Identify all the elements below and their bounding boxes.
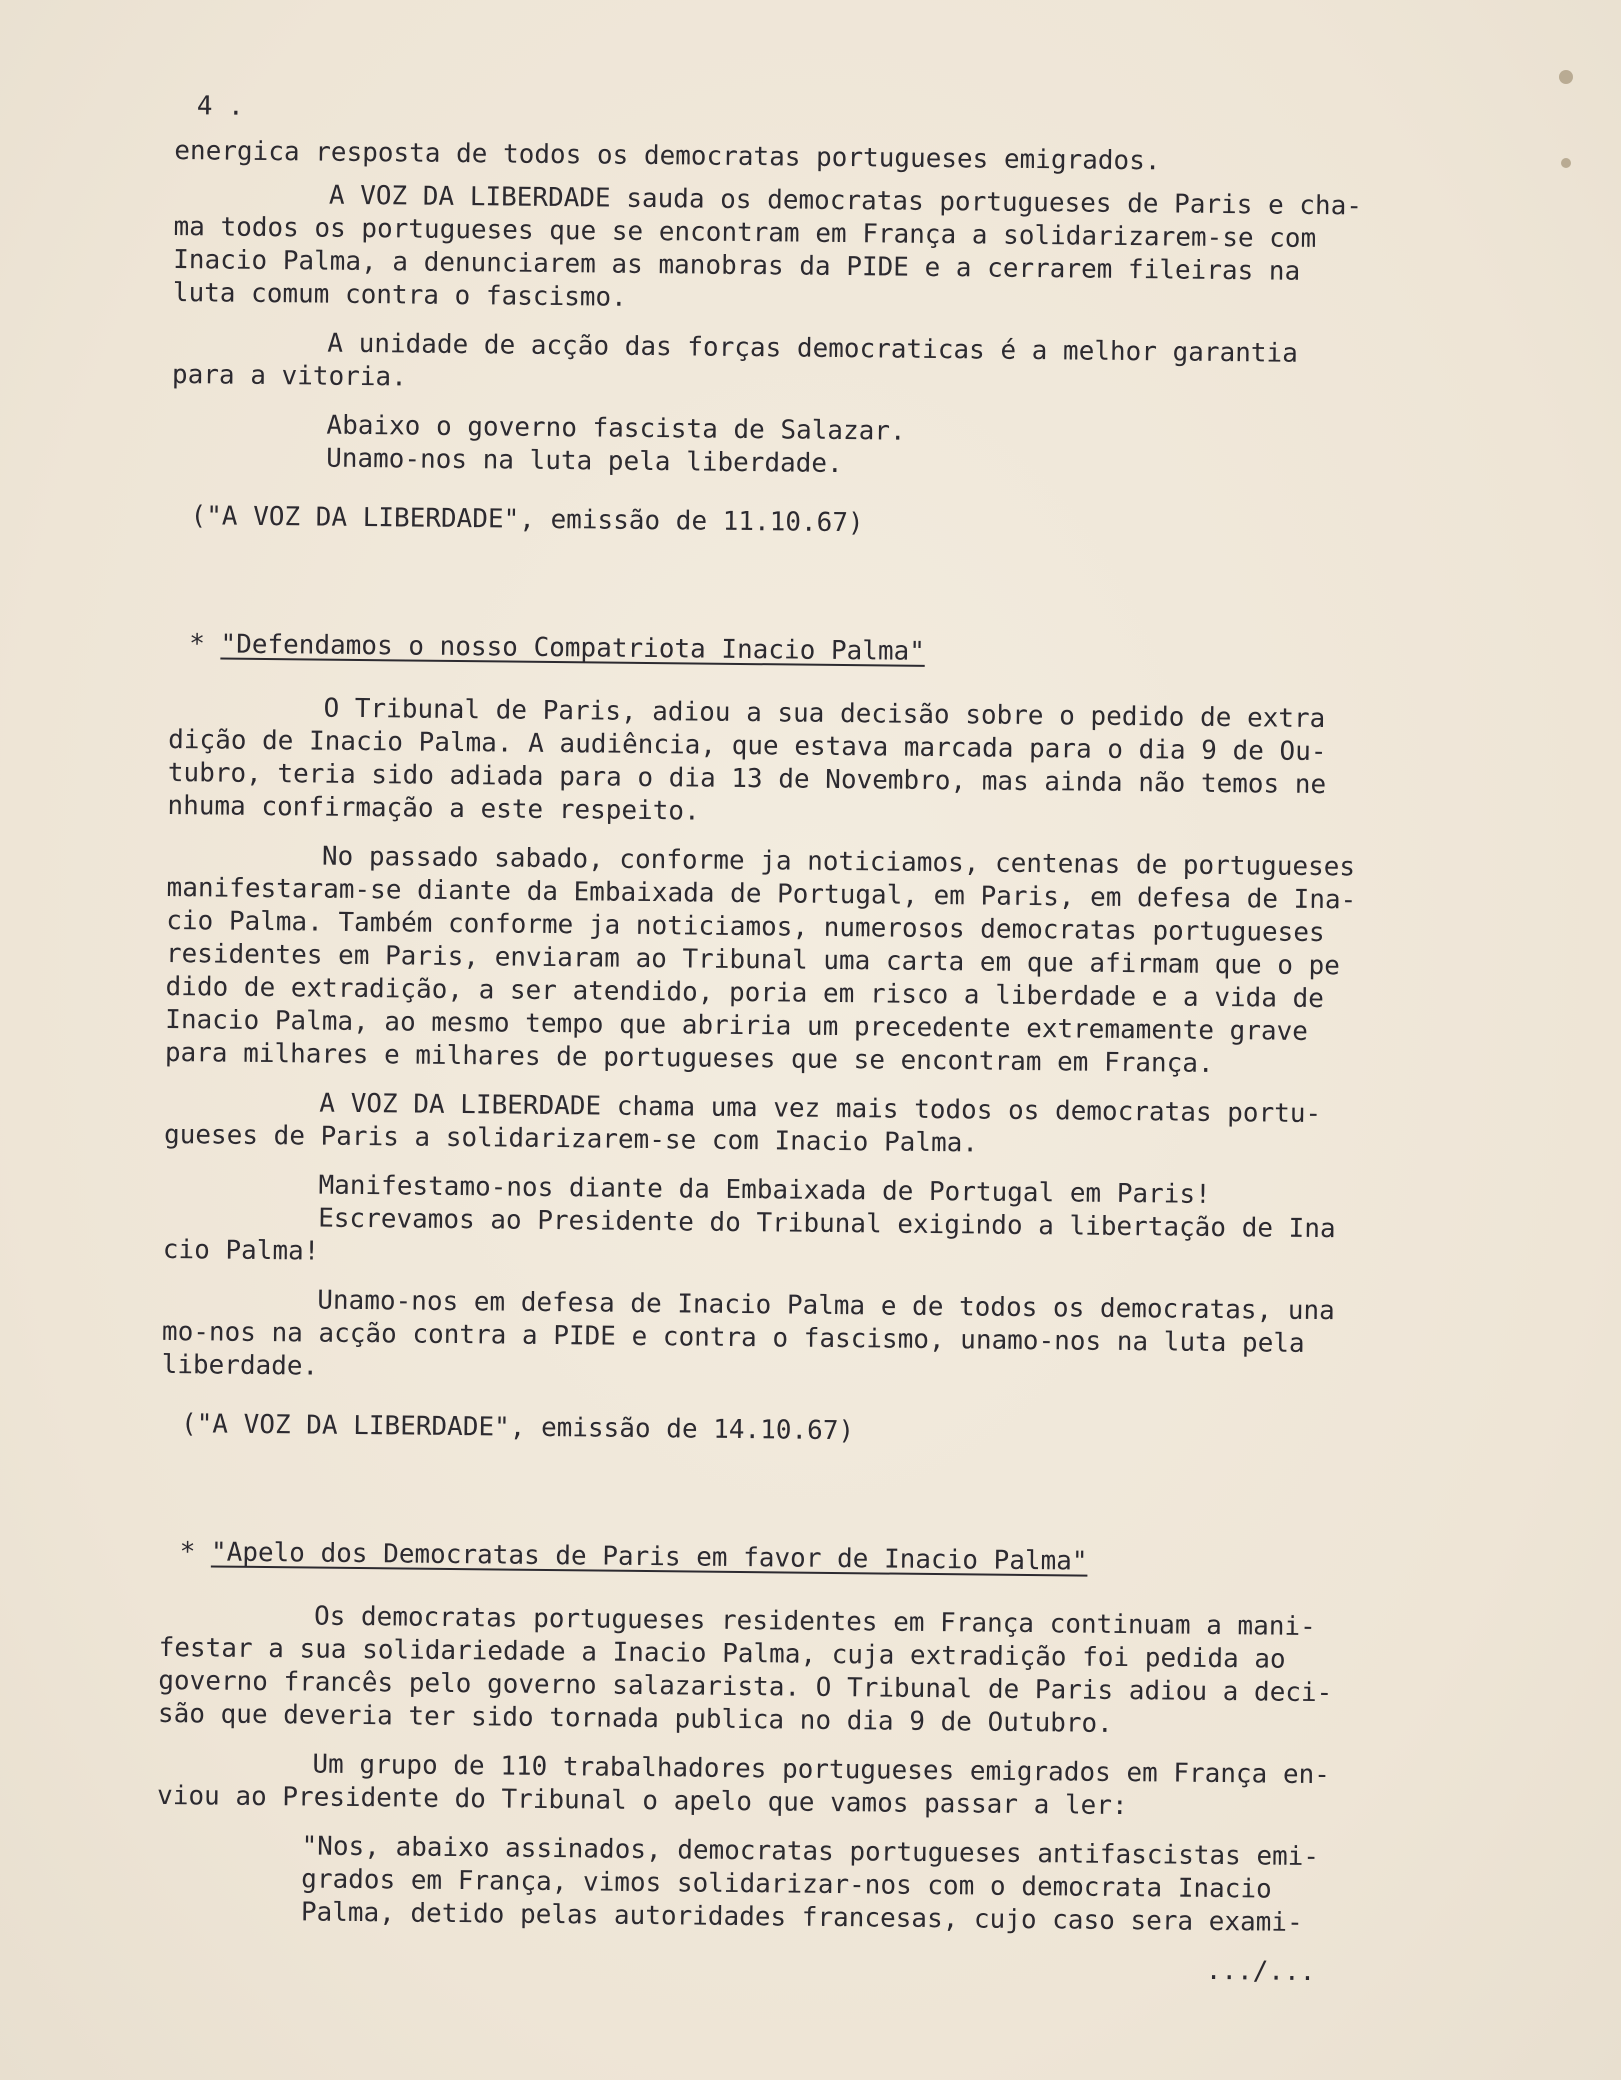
text-line: festar a sua solidariedade a Inacio Palma, cuja extradição foi pedida ao <box>158 1632 1286 1675</box>
staple-hole-top <box>1559 70 1573 84</box>
text-line: Os democratas portugueses residentes em França continuam a mani- <box>313 1601 1316 1643</box>
text-line: Unamo-nos em defesa de Inacio Palma e de todos os democratas, una <box>317 1285 1335 1327</box>
text-line: A unidade de acção das forças democraticas é a melhor garantia <box>327 328 1298 369</box>
text-line: luta comum contra o fascismo. <box>172 277 627 313</box>
text-line: Inacio Palma, ao mesmo tempo que abriria um precedente extremamente grave <box>165 1004 1309 1047</box>
page-number: 4 . <box>196 91 244 122</box>
text-line: cio Palma! <box>162 1234 320 1267</box>
section-defendamos <box>161 628 1399 1454</box>
text-line: liberdade. <box>161 1349 319 1382</box>
text-line: mo-nos na acção contra a PIDE e contra o fascismo, unamo-nos na luta pela <box>161 1316 1305 1359</box>
paragraph <box>173 178 1404 323</box>
text-line: No passado sabado, conforme ja noticiamos, centenas de portugueses <box>321 841 1356 883</box>
text-line: ma todos os portugueses que se encontram em França a solidarizarem-se com <box>173 211 1317 254</box>
text-line: são que deveria ter sido tornada publica no dia 9 de Outubro. <box>157 1698 1113 1739</box>
text-line: para milhares e milhares de portugueses que se encontram em França. <box>164 1037 1214 1079</box>
slogans <box>171 408 1402 487</box>
text-line: Inacio Palma, a denunciarem as manobras da PIDE e a cerrarem fileiras na <box>173 244 1301 287</box>
paragraph <box>158 1599 1389 1744</box>
staple-hole-bottom <box>1561 158 1571 168</box>
text-line: dição de Inacio Palma. A audiência, que estava marcada para o dia 9 de Ou- <box>168 724 1327 768</box>
text-line: dido de extradição, a ser atendido, poria em risco a liberdade e a vida de <box>165 971 1325 1015</box>
paragraph <box>157 1747 1388 1826</box>
quoted-appeal <box>156 1829 1387 1941</box>
text-line: Escrevamos ao Presidente do Tribunal exigindo a libertação de Ina <box>318 1203 1336 1245</box>
text-line: cio Palma. Também conforme ja noticiamos, numerosos democratas portugueses <box>166 905 1325 949</box>
slogan-line: Abaixo o governo fascista de Salazar. <box>326 410 906 447</box>
text-line: manifestaram-se diante da Embaixada de Portugal, em Paris, em defesa de Ina- <box>166 872 1357 916</box>
continuation-mark: .../... <box>1205 1955 1316 1988</box>
text-line: Manifestamo-nos diante da Embaixada de Portugal em Paris! <box>318 1170 1211 1210</box>
section-title: "Apelo dos Democratas de Paris em favor de Inacio Palma" <box>210 1537 1088 1577</box>
text-line: gueses de Paris a solidarizarem-se com Inacio Palma. <box>163 1119 979 1159</box>
paragraph <box>167 691 1398 836</box>
section-apelo <box>155 1536 1390 1990</box>
text-line: A VOZ DA LIBERDADE sauda os democratas portugueses de Paris e cha- <box>328 180 1363 222</box>
source-citation: ("A VOZ DA LIBERDADE", emissão de 11.10.67) <box>190 501 864 539</box>
text-line: viou ao Presidente do Tribunal o apelo que vamos passar a ler: <box>156 1780 1128 1822</box>
paragraph <box>172 326 1403 405</box>
text-line: O Tribunal de Paris, adiou a sua decisão sobre o pedido de extra <box>323 693 1326 735</box>
text-line: para a vitoria. <box>171 359 407 393</box>
quote-line: grados em França, vimos solidarizar-nos com o democrata Inacio <box>301 1864 1272 1905</box>
intro-block <box>170 135 1404 546</box>
text-line: residentes em Paris, enviaram ao Tribunal uma carta em que afirmam que o pe <box>165 938 1341 982</box>
paragraph <box>165 839 1397 1083</box>
bullet-marker: * <box>189 629 221 660</box>
text-line: A VOZ DA LIBERDADE chama uma vez mais todos os democratas portu- <box>319 1088 1322 1130</box>
bullet-marker: * <box>179 1537 212 1568</box>
quote-line: Palma, detido pelas autoridades francesas, cujo caso sera exami- <box>300 1897 1303 1938</box>
source-citation: ("A VOZ DA LIBERDADE", emissão de 14.10.67) <box>180 1409 855 1447</box>
quote-line: "Nos, abaixo assinados, democratas portugueses antifascistas emi- <box>301 1831 1320 1873</box>
section-heading <box>180 1536 1390 1582</box>
text-line: governo francês pelo governo salazarista. O Tribunal de Paris adiou a deci- <box>158 1665 1333 1709</box>
slogan-line: Unamo-nos na luta pela liberdade. <box>325 443 843 480</box>
text-line: tubro, teria sido adiada para o dia 13 de Novembro, mas ainda não temos ne <box>167 757 1327 801</box>
paragraph <box>163 1168 1394 1280</box>
paragraph <box>161 1283 1392 1395</box>
typed-page <box>155 90 1405 1990</box>
section-heading <box>189 628 1399 674</box>
intro-line: energica resposta de todos os democratas portugueses emigrados. <box>174 135 1161 177</box>
paragraph <box>164 1086 1395 1165</box>
section-title: "Defendamos o nosso Compatriota Inacio Palma" <box>220 629 926 667</box>
text-line: Um grupo de 110 trabalhadores portugueses emigrados em França en- <box>312 1749 1331 1791</box>
text-line: nhuma confirmação a este respeito. <box>167 790 700 827</box>
